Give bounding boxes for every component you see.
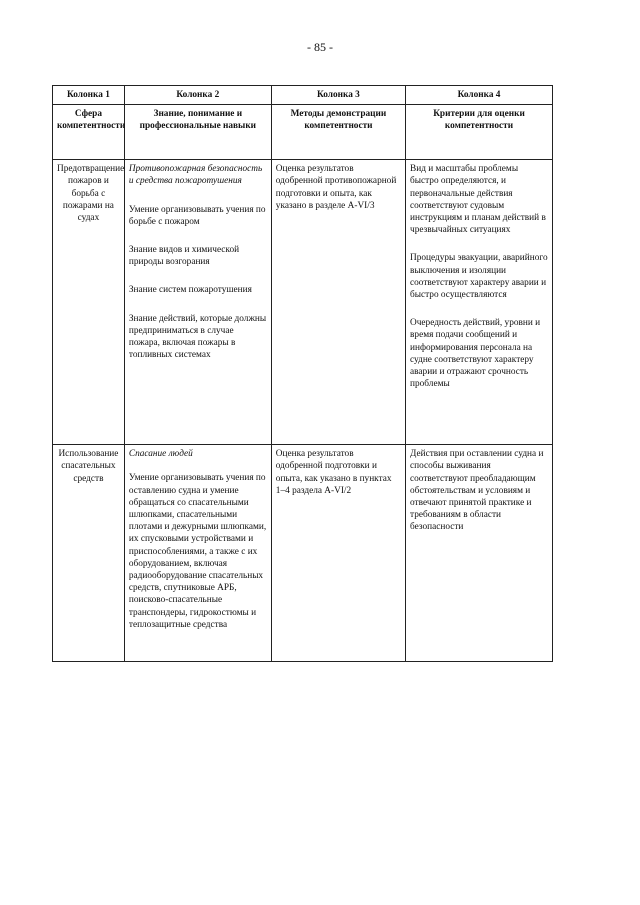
methods-cell: Оценка результатов одобренной подготовки и опыта, как указано в пунктах 1–4 раздела A-VI/2: [271, 445, 405, 662]
table-row: [53, 445, 553, 662]
column-number-row: [53, 86, 553, 105]
column-number-4: Колонка 4: [406, 86, 553, 105]
criteria-item: Вид и масштабы проблемы быстро определяются, и первоначальные действия соответствуют судовым инструкциям и планам действий в чрезвычайных ситуациях: [410, 164, 546, 236]
criteria-item: Действия при оставлении судна и способы выживания соответствуют преобладающим обстоятельствам и условиям и отвечают принятой практике и требованиям в области безопасности: [410, 449, 544, 533]
knowledge-item: Знание систем пожаротушения: [128, 285, 252, 296]
header-criteria: Критерии для оценки компетентности: [406, 105, 553, 160]
header-sphere: Сфера компетентности: [53, 105, 125, 160]
methods-cell: Оценка результатов одобренной противопожарной подготовки и опыта, как указано в разделе A-VI/3: [271, 160, 405, 445]
column-header-row: [53, 105, 553, 160]
knowledge-cell: [124, 445, 271, 662]
knowledge-subtitle: Противопожарная безопасность и средства пожаротушения: [128, 164, 263, 187]
knowledge-cell: [124, 160, 271, 445]
sphere-cell: Использование спасательных средств: [53, 445, 125, 662]
competence-table: [52, 85, 553, 662]
criteria-item: Очередность действий, уровни и время подачи сообщений и информирования персонала на судне соответствуют характеру аварии и отражают срочность проблемы: [410, 318, 541, 390]
knowledge-item: Знание видов и химической природы возгорания: [128, 245, 240, 268]
knowledge-item: Умение организовывать учения по оставлению судна и умение обращаться со спасательными шлюпками, спасательными плотами и дежурными шлюпками, их спусковыми устройствами и приспособлениями, а также с их оборудованием, включая радиооборудование спасательных средств, спутниковые АРБ, поисково-спасательные транспондеры, гидрокостюмы и теплозащитные средства: [128, 473, 267, 630]
knowledge-item: Умение организовывать учения по борьбе с пожаром: [128, 204, 266, 227]
knowledge-item: Знание действий, которые должны предприниматься в случае пожара, включая пожары в топливных системах: [128, 313, 267, 361]
header-methods: Методы демонстрации компетентности: [271, 105, 405, 160]
column-number-3: Колонка 3: [271, 86, 405, 105]
table-row: [53, 160, 553, 445]
column-number-1: Колонка 1: [53, 86, 125, 105]
sphere-cell: Предотвращение пожаров и борьба с пожарами на судах: [53, 160, 125, 445]
criteria-item: Процедуры эвакуации, аварийного выключения и изоляции соответствуют характеру аварии и быстро осуществляются: [410, 253, 548, 301]
page-number: - 85 -: [307, 40, 333, 54]
criteria-cell: [406, 445, 553, 662]
criteria-cell: [406, 160, 553, 445]
column-number-2: Колонка 2: [124, 86, 271, 105]
header-knowledge: Знание, понимание и профессиональные навыки: [124, 105, 271, 160]
knowledge-subtitle: Спасание людей: [128, 449, 193, 460]
